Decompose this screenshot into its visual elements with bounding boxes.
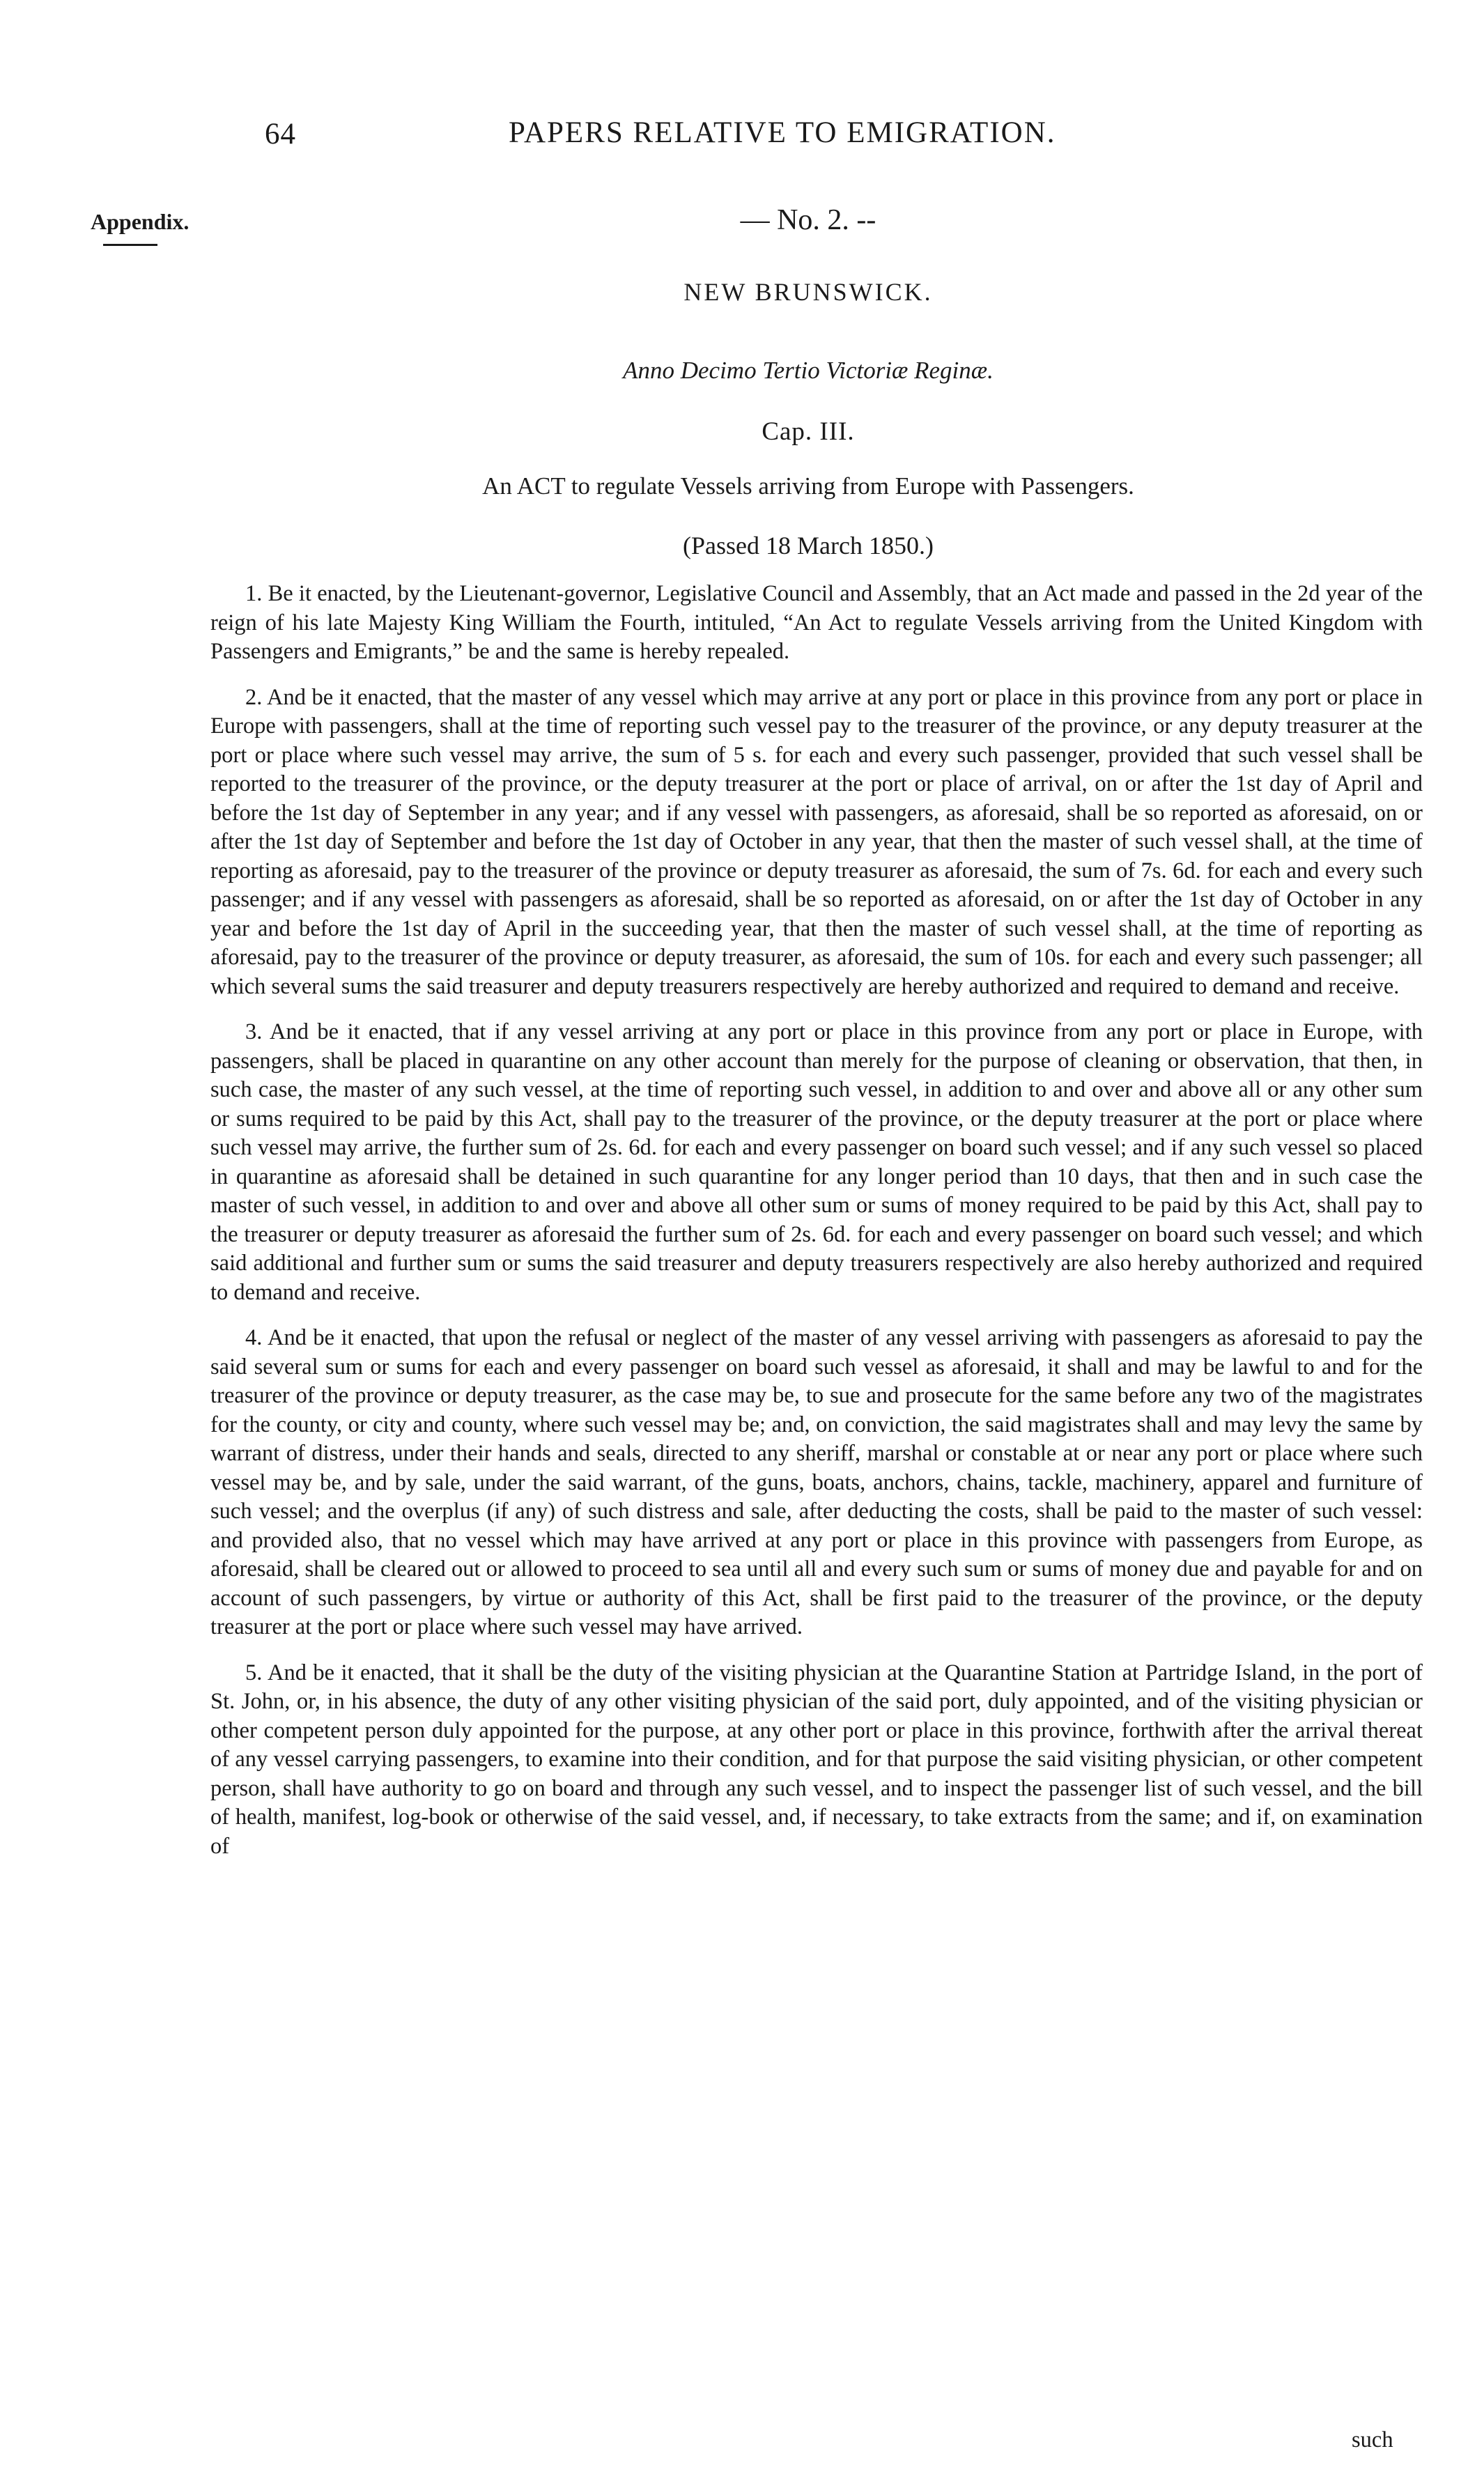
section-1: 1. Be it enacted, by the Lieutenant-governor, Legislative Council and Assembly, that an Act made and passed in the 2d year of the reign of his late Majesty King William the Fourth, intituled, “An Act to regulate Vessels arriving from the United Kingdom with Passengers and Emigrants,” be and the same is hereby repealed. <box>210 581 1423 664</box>
province-heading: NEW BRUNSWICK. <box>683 278 933 306</box>
margin-note-rule <box>103 244 157 246</box>
section-4: 4. And be it enacted, that upon the refusal or neglect of the master of any vessel arriving with passengers as aforesaid to pay the said several sum or sums for each and every passenger on board such vessel as aforesaid, it shall and may be lawful to and for the treasurer of the province or deputy treasurer, as the case may be, to sue and prosecute for the same before any two of the magistrates for the county, or city and county, where such vessel may be; and, on conviction, the said magistrates shall and may levy the same by warrant of distress, under their hands and seals, directed to any sheriff, marshal or constable at or near any port or place where such vessel may be, and by sale, under the said warrant, of the guns, boats, anchors, chains, tackle, machinery, apparel and furniture of such vessel; and the overplus (if any) of such distress and sale, after deducting the costs, shall be paid to the master of such vessel: and provided also, that no vessel which may have arrived at any port or place in this province with passengers from Europe, as aforesaid, shall be cleared out or allowed to proceed to sea until all and every such sum or sums of money due and payable for and on account of such passengers, by virtue or authority of this Act, shall be first paid to the treasurer of the province, or the deputy treasurer at the port or place where such vessel may have arrived. <box>210 1325 1423 1639</box>
catchword: such <box>1352 2427 1393 2452</box>
section-2: 2. And be it enacted, that the master of any vessel which may arrive at any port or place in this province from any port or place in Europe with passengers, shall at the time of reporting such vessel pay to the treasurer of the province, or any deputy treasurer at the port or place where such vessel may arrive, the sum of 5 s. for each and every such passenger, provided that such vessel shall be reported to the treasurer of the province, or the deputy treasurer at the port or place of arrival, on or after the 1st day of April and before the 1st day of September in any year; and if any vessel with passengers, as aforesaid, shall be so reported as aforesaid, on or after the 1st day of September and before the 1st day of October in any year, that then the master of such vessel shall, at the time of reporting as aforesaid, pay to the treasurer of the province or deputy treasurer as aforesaid, the sum of 7s. 6d. for each and every such passenger; and if any vessel with passengers as aforesaid, shall be so reported as aforesaid, on or after the 1st day of October in any year and before the 1st day of April in the succeeding year, that then the master of such vessel shall, at the time of reporting as aforesaid, pay to the treasurer of the province or deputy treasurer, as aforesaid, the sum of 10s. for each and every such passenger; all which several sums the said treasurer and deputy treasurers respectively are hereby authorized and required to demand and receive. <box>210 684 1423 999</box>
regnal-year: Anno Decimo Tertio Victoriæ Reginæ. <box>623 357 994 384</box>
passed-date: (Passed 18 March 1850.) <box>683 532 934 559</box>
document-number: — No. 2. -- <box>740 204 876 236</box>
page-number: 64 <box>265 118 296 150</box>
act-title: An ACT to regulate Vessels arriving from Europe with Passengers. <box>482 472 1134 500</box>
section-3: 3. And be it enacted, that if any vessel arriving at any port or place in this province from any port or place in Europe, with passengers, shall be placed in quarantine on any other account than merely for the purpose of cleaning or observation, that then, in such case, the master of any such vessel, at the time of reporting such vessel, in addition to and over and above all or any other sum or sums required to be paid by this Act, shall pay to the treasurer of the province, or the deputy treasurer at the port or place where such vessel may arrive, the further sum of 2s. 6d. for each and every passenger on board such vessel; and if any such vessel so placed in quarantine as aforesaid shall be detained in such quarantine for any longer period than 10 days, that then and in such case the master of such vessel, in addition to and over and above all other sum or sums of money required to be paid by this Act, shall pay to the treasurer or deputy treasurer as aforesaid the further sum of 2s. 6d. for each and every passenger on board such vessel; and which said additional and further sum or sums the said treasurer and deputy treasurers respectively are also hereby authorized and required to demand and receive. <box>210 1019 1423 1305</box>
section-5: 5. And be it enacted, that it shall be the duty of the visiting physician at the Quarantine Station at Partridge Island, in the port of St. John, or, in his absence, the duty of any other visiting physician of the said port, duly appointed, and of the visiting physician or other competent person duly appointed for the purpose, at any other port or place in this province, forthwith after the arrival thereat of any vessel carrying passengers, to examine into their condition, and for that purpose the said visiting physician, or other competent person, shall have authority to go on board and through any such vessel, and to inspect the passenger list of such vessel, and the bill of health, manifest, log-book or otherwise of the said vessel, and, if necessary, to take extracts from the same; and if, on examination of <box>210 1660 1423 1859</box>
chapter-heading: Cap. III. <box>762 417 855 446</box>
running-title: PAPERS RELATIVE TO EMIGRATION. <box>509 116 1056 149</box>
margin-note-appendix: Appendix. <box>91 209 190 234</box>
act-body <box>210 580 1423 1878</box>
